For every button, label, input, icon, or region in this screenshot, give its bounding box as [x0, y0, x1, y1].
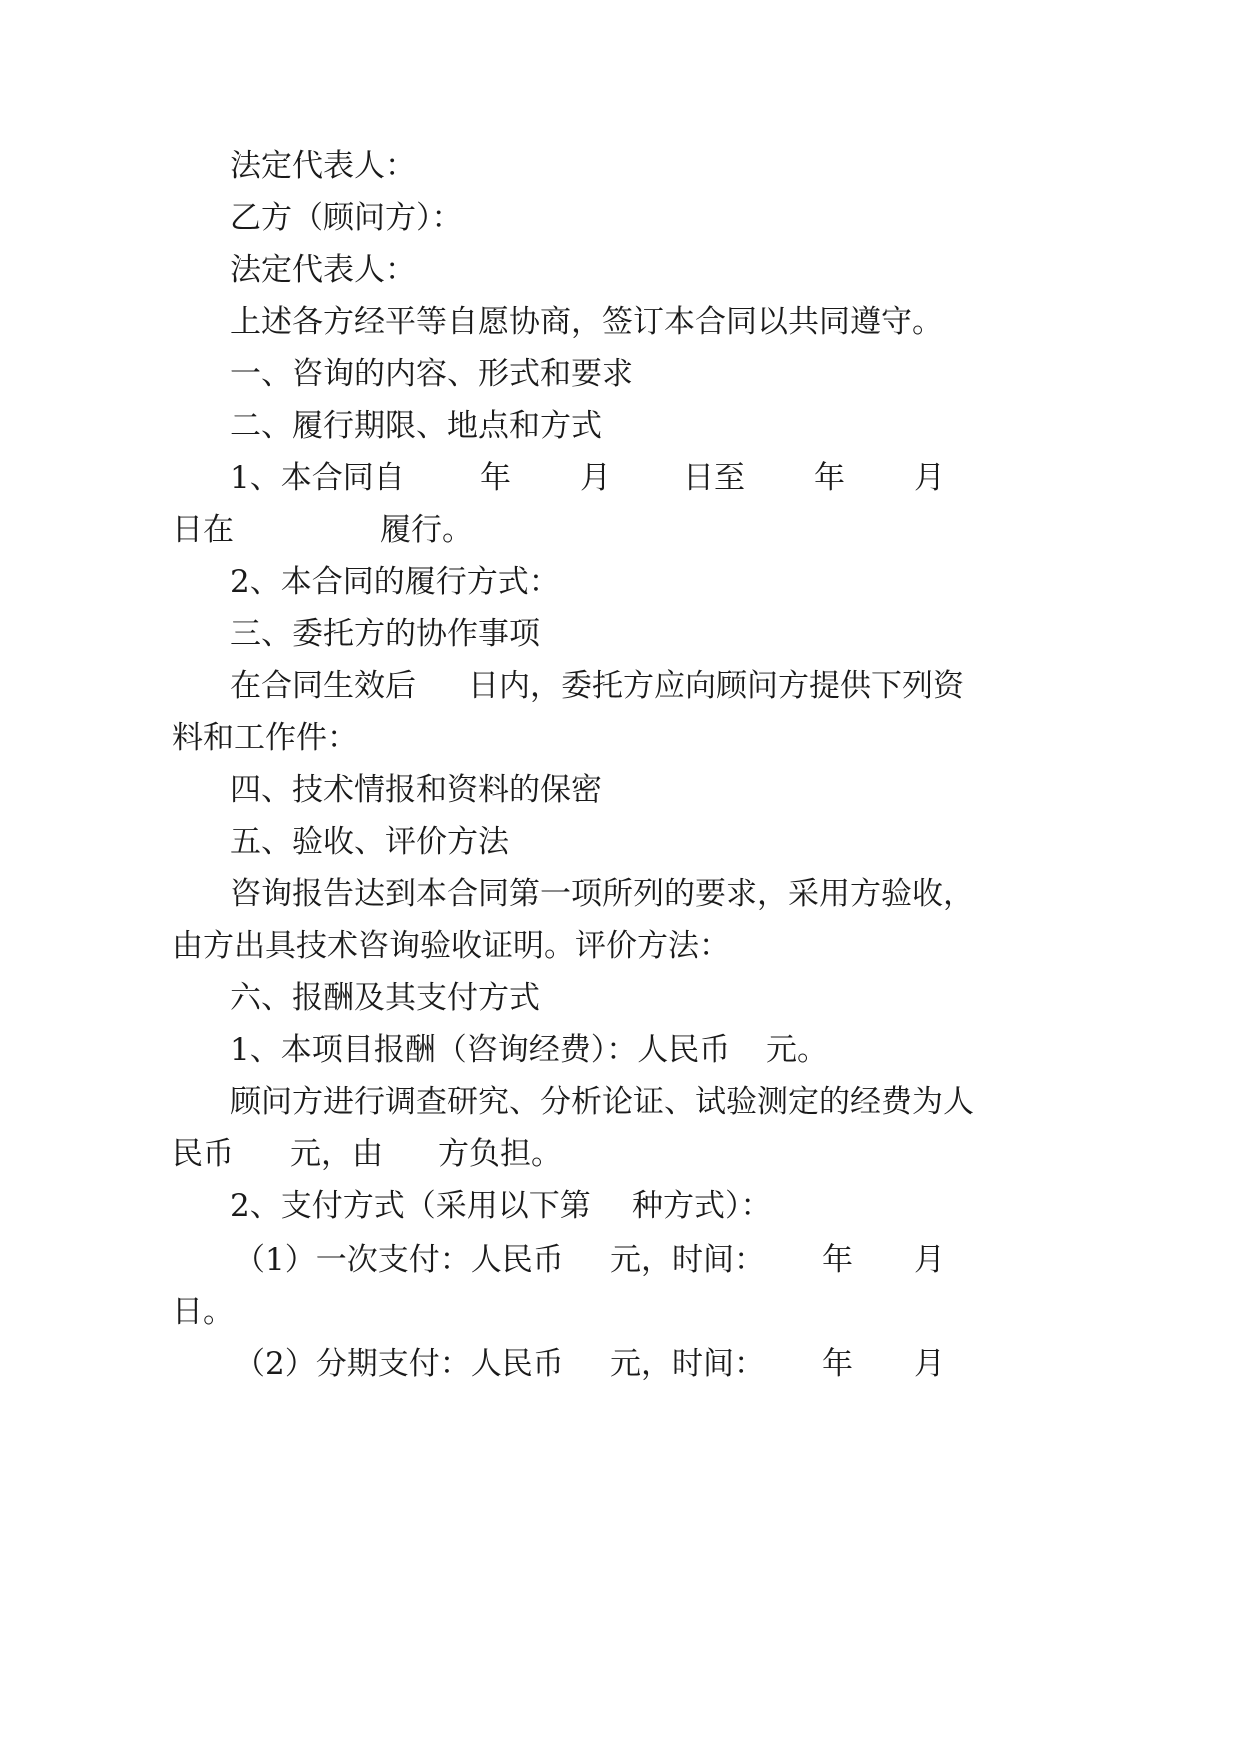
- text-segment: 日至: [683, 460, 745, 496]
- text-segment: 法定代表人：: [230, 252, 416, 288]
- text-segment: 在合同生效后: [230, 668, 416, 704]
- text-segment: 法定代表人：: [230, 148, 416, 184]
- text-segment: 上述各方经平等自愿协商，签订本合同以共同遵守。: [230, 304, 943, 340]
- text-segment: 三、委托方的协作事项: [230, 616, 540, 652]
- text-segment: （1）一次支付：人民币: [234, 1242, 564, 1278]
- text-segment: 年: [814, 460, 845, 496]
- text-segment: 六、报酬及其支付方式: [230, 980, 540, 1016]
- text-segment: 月: [580, 460, 611, 496]
- text-segment: 1、本合同自: [230, 460, 405, 496]
- text-segment: 元，由: [290, 1136, 383, 1172]
- text-segment: 日在: [172, 512, 234, 548]
- text-segment: 由方出具技术咨询验收证明。评价方法：: [172, 928, 730, 964]
- text-segment: 2、支付方式（采用以下第: [230, 1188, 591, 1224]
- text-segment: 种方式）：: [632, 1188, 772, 1224]
- text-segment: 顾问方进行调查研究、分析论证、试验测定的经费为人: [230, 1084, 974, 1120]
- text-segment: 元。: [766, 1032, 828, 1068]
- text-segment: 乙方（顾问方）：: [230, 200, 463, 236]
- text-segment: 咨询报告达到本合同第一项所列的要求，采用方验收，: [230, 876, 974, 912]
- text-segment: 四、技术情报和资料的保密: [230, 772, 602, 808]
- text-segment: 1、本项目报酬（咨询经费）：人民币: [230, 1032, 731, 1068]
- text-segment: 料和工作件：: [172, 720, 358, 756]
- text-segment: 元，时间：: [610, 1242, 765, 1278]
- text-segment: 一、咨询的内容、形式和要求: [230, 356, 633, 392]
- text-segment: 日。: [172, 1294, 234, 1330]
- text-segment: 月: [914, 460, 945, 496]
- text-segment: 年: [480, 460, 511, 496]
- text-segment: 元，时间：: [610, 1346, 765, 1382]
- text-segment: 二、履行期限、地点和方式: [230, 408, 602, 444]
- text-segment: 月: [914, 1346, 945, 1382]
- text-segment: 履行。: [380, 512, 473, 548]
- text-segment: 民币: [172, 1136, 234, 1172]
- text-segment: 2、本合同的履行方式：: [230, 564, 560, 600]
- text-segment: 年: [822, 1242, 853, 1278]
- text-segment: 年: [822, 1346, 853, 1382]
- text-segment: （2）分期支付：人民币: [234, 1346, 564, 1382]
- text-segment: 五、验收、评价方法: [230, 824, 509, 860]
- text-segment: 月: [914, 1242, 945, 1278]
- text-segment: 方负担。: [438, 1136, 562, 1172]
- text-segment: 日内，委托方应向顾问方提供下列资: [468, 668, 964, 704]
